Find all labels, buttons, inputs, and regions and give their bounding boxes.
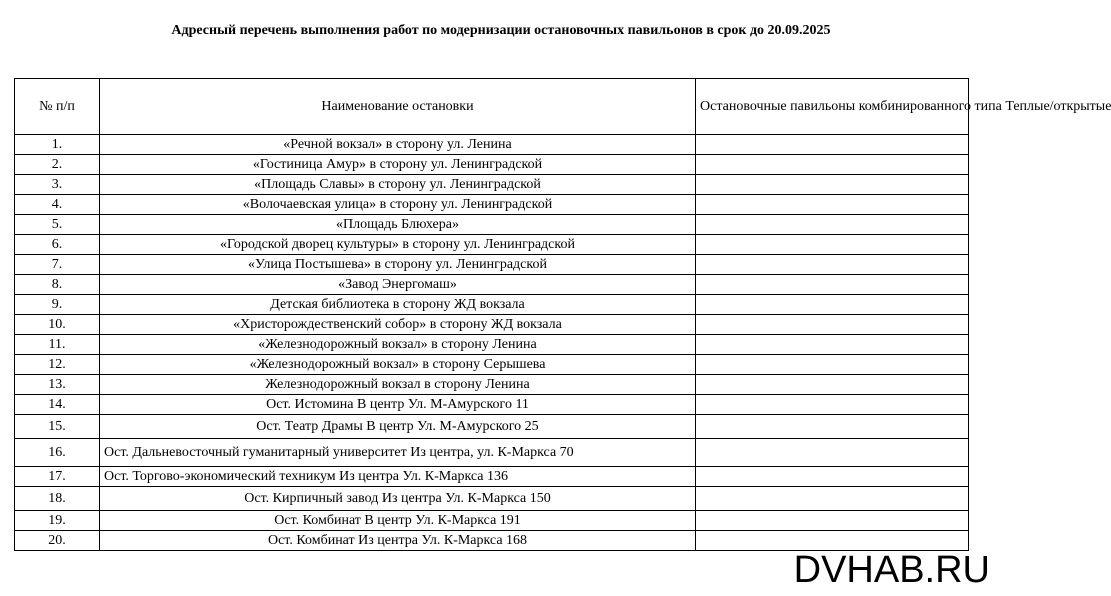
row-number: 2. (15, 155, 100, 175)
table-row (15, 295, 969, 315)
header-number: № п/п (15, 79, 100, 135)
table-row (15, 195, 969, 215)
row-stop-name: «Площадь Блюхера» (100, 215, 696, 235)
table-row (15, 375, 969, 395)
row-stop-name: «Железнодорожный вокзал» в сторону Ленина (100, 335, 696, 355)
row-pavilion-type (696, 439, 969, 467)
row-stop-name: «Улица Постышева» в сторону ул. Ленинградской (100, 255, 696, 275)
table-row (15, 155, 969, 175)
row-number: 14. (15, 395, 100, 415)
table-row (15, 395, 969, 415)
row-pavilion-type (696, 467, 969, 487)
row-number: 3. (15, 175, 100, 195)
row-pavilion-type (696, 135, 969, 155)
row-number: 12. (15, 355, 100, 375)
row-number: 17. (15, 467, 100, 487)
row-pavilion-type (696, 255, 969, 275)
header-pavilion-type: Остановочные павильоны комбинированного типа Теплые/открытые (696, 79, 969, 135)
row-stop-name: Ост. Комбинат Из центра Ул. К-Маркса 168 (100, 531, 696, 551)
row-number: 19. (15, 511, 100, 531)
stops-table (14, 78, 1111, 551)
row-number: 7. (15, 255, 100, 275)
row-stop-name: «Волочаевская улица» в сторону ул. Ленинградской (100, 195, 696, 215)
row-stop-name: Ост. Комбинат В центр Ул. К-Маркса 191 (100, 511, 696, 531)
row-stop-name: «Городской дворец культуры» в сторону ул. Ленинградской (100, 235, 696, 255)
row-number: 20. (15, 531, 100, 551)
row-number: 5. (15, 215, 100, 235)
document-title: Адресный перечень выполнения работ по модернизации остановочных павильонов в срок до 20.09.2025 (171, 23, 831, 38)
row-pavilion-type (696, 415, 969, 439)
row-number: 16. (15, 439, 100, 467)
row-stop-name: Ост. Истомина В центр Ул. М-Амурского 11 (100, 395, 696, 415)
row-stop-name: «Завод Энергомаш» (100, 275, 696, 295)
row-stop-name: Ост. Театр Драмы В центр Ул. М-Амурского 25 (100, 415, 696, 439)
row-pavilion-type (696, 195, 969, 215)
row-pavilion-type (696, 355, 969, 375)
site-watermark: DVHAB.RU (793, 549, 990, 591)
row-number: 4. (15, 195, 100, 215)
row-stop-name: «Площадь Славы» в сторону ул. Ленинградской (100, 175, 696, 195)
table-row (15, 315, 969, 335)
row-stop-name: «Речной вокзал» в сторону ул. Ленина (100, 135, 696, 155)
row-pavilion-type (696, 511, 969, 531)
table-row (15, 487, 969, 511)
row-number: 8. (15, 275, 100, 295)
row-number: 15. (15, 415, 100, 439)
table-row (15, 135, 969, 155)
header-stop-name: Наименование остановки (100, 79, 696, 135)
row-stop-name: «Христорождественский собор» в сторону ЖД вокзала (100, 315, 696, 335)
row-pavilion-type (696, 295, 969, 315)
table-row (15, 235, 969, 255)
table-row (15, 355, 969, 375)
table-row (15, 415, 969, 439)
table-row (15, 175, 969, 195)
row-stop-name: «Гостиница Амур» в сторону ул. Ленинградской (100, 155, 696, 175)
table-row (15, 335, 969, 355)
row-pavilion-type (696, 235, 969, 255)
row-stop-name: Детская библиотека в сторону ЖД вокзала (100, 295, 696, 315)
row-stop-name: Ост. Дальневосточный гуманитарный университет Из центра, ул. К-Маркса 70 (100, 439, 696, 467)
row-number: 9. (15, 295, 100, 315)
table-row (15, 467, 969, 487)
table-row (15, 255, 969, 275)
row-pavilion-type (696, 155, 969, 175)
row-number: 1. (15, 135, 100, 155)
row-pavilion-type (696, 375, 969, 395)
row-stop-name: Ост. Торгово-экономический техникум Из центра Ул. К-Маркса 136 (100, 467, 696, 487)
row-pavilion-type (696, 175, 969, 195)
row-number: 6. (15, 235, 100, 255)
row-stop-name: Ост. Кирпичный завод Из центра Ул. К-Маркса 150 (100, 487, 696, 511)
table-row (15, 511, 969, 531)
row-stop-name: Железнодорожный вокзал в сторону Ленина (100, 375, 696, 395)
row-pavilion-type (696, 487, 969, 511)
table-row (15, 275, 969, 295)
row-pavilion-type (696, 215, 969, 235)
row-number: 18. (15, 487, 100, 511)
table-row (15, 215, 969, 235)
row-pavilion-type (696, 315, 969, 335)
row-pavilion-type (696, 335, 969, 355)
table-header-row (15, 79, 969, 135)
row-pavilion-type (696, 275, 969, 295)
table-row (15, 439, 969, 467)
row-stop-name: «Железнодорожный вокзал» в сторону Серышева (100, 355, 696, 375)
row-number: 11. (15, 335, 100, 355)
row-number: 13. (15, 375, 100, 395)
row-pavilion-type (696, 395, 969, 415)
row-number: 10. (15, 315, 100, 335)
